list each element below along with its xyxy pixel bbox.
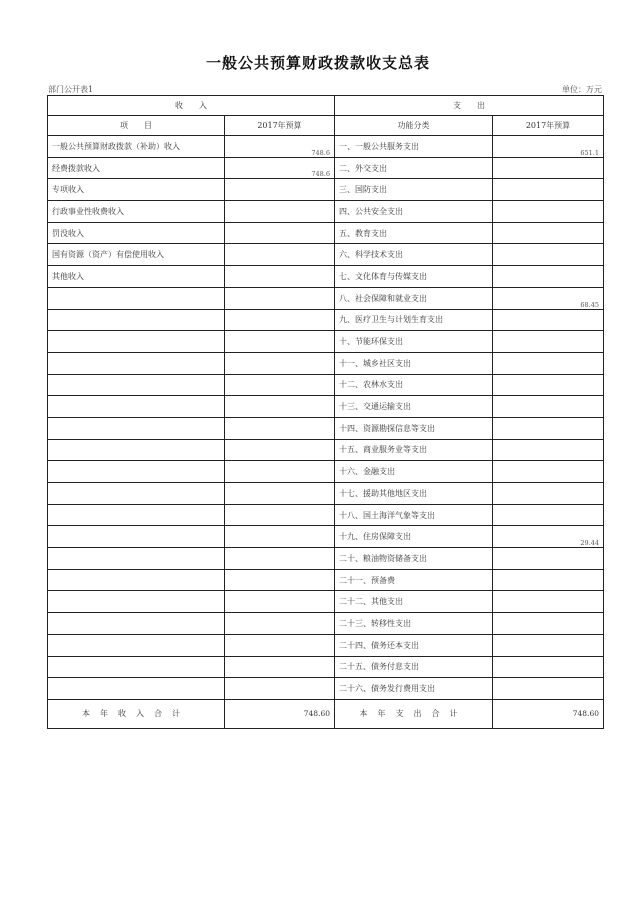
income-amount-cell (225, 548, 335, 570)
table-row (48, 352, 604, 374)
income-amount-cell (225, 374, 335, 396)
income-item-cell: 一般公共预算财政拨款（补助）收入 (48, 136, 225, 158)
expense-amount-cell (493, 266, 604, 288)
expense-item-cell: 十二、农林水支出 (335, 374, 493, 396)
income-amount-cell (225, 309, 335, 331)
table-row (48, 569, 604, 591)
expense-amount-cell (493, 678, 604, 700)
table-row (48, 548, 604, 570)
expense-amount-cell: 651.1 (493, 136, 604, 158)
table-row (48, 591, 604, 613)
table-row (48, 179, 604, 201)
income-item-cell (48, 526, 225, 548)
income-amount-cell (225, 439, 335, 461)
expense-item-cell: 二十五、债务付息支出 (335, 656, 493, 678)
income-item-cell (48, 613, 225, 635)
expense-item-cell: 一、一般公共服务支出 (335, 136, 493, 158)
income-item-cell: 罚没收入 (48, 222, 225, 244)
expense-amount-cell (493, 201, 604, 223)
expense-amount-cell (493, 222, 604, 244)
table-row (48, 656, 604, 678)
expense-amount-cell (493, 634, 604, 656)
income-item-cell (48, 287, 225, 309)
expense-amount-cell (493, 548, 604, 570)
expense-amount-cell (493, 244, 604, 266)
section-header-row (48, 96, 604, 116)
expense-item-cell: 十七、援助其他地区支出 (335, 483, 493, 505)
expense-item-cell: 二十一、预备费 (335, 569, 493, 591)
expense-item-cell: 二十二、其他支出 (335, 591, 493, 613)
column-header-row (48, 116, 604, 136)
expense-item-cell: 十六、金融支出 (335, 461, 493, 483)
income-amount-cell (225, 483, 335, 505)
income-total-amount: 748.60 (225, 699, 335, 728)
income-item-cell (48, 374, 225, 396)
income-amount-cell (225, 201, 335, 223)
unit-label: 单位：万元 (562, 85, 602, 94)
expense-item-cell: 七、文化体育与传媒支出 (335, 266, 493, 288)
income-amount-cell (225, 331, 335, 353)
table-row (48, 222, 604, 244)
table-row (48, 461, 604, 483)
income-amount-cell (225, 244, 335, 266)
table-row (48, 483, 604, 505)
expense-amount-cell (493, 331, 604, 353)
table-row (48, 417, 604, 439)
income-item-cell (48, 591, 225, 613)
item-column-header: 项 目 (48, 116, 225, 136)
expense-item-cell: 二十四、债务还本支出 (335, 634, 493, 656)
income-amount-cell (225, 678, 335, 700)
table-row (48, 526, 604, 548)
table-row (48, 266, 604, 288)
expense-amount-cell (493, 157, 604, 179)
budget-column-header-left: 2017年预算 (225, 116, 335, 136)
table-row (48, 678, 604, 700)
income-amount-cell (225, 569, 335, 591)
expense-item-cell: 十三、交通运输支出 (335, 396, 493, 418)
income-item-cell (48, 634, 225, 656)
expense-amount-cell (493, 396, 604, 418)
income-item-cell: 行政事业性收费收入 (48, 201, 225, 223)
income-amount-cell (225, 222, 335, 244)
table-row (48, 244, 604, 266)
expense-amount-cell (493, 656, 604, 678)
income-amount-cell (225, 352, 335, 374)
expense-item-cell: 十一、城乡社区支出 (335, 352, 493, 374)
income-amount-cell (225, 396, 335, 418)
table-row (48, 201, 604, 223)
income-item-cell (48, 483, 225, 505)
expense-amount-cell (493, 417, 604, 439)
income-amount-cell (225, 461, 335, 483)
expense-item-cell: 十、节能环保支出 (335, 331, 493, 353)
table-row (48, 287, 604, 309)
income-amount-cell (225, 287, 335, 309)
expense-amount-cell (493, 569, 604, 591)
income-item-cell (48, 331, 225, 353)
income-total-label: 本年收入合计 (48, 699, 225, 728)
expense-amount-cell (493, 613, 604, 635)
income-amount-cell (225, 179, 335, 201)
income-amount-cell (225, 526, 335, 548)
category-column-header: 功能分类 (335, 116, 493, 136)
expense-item-cell: 十五、商业服务业等支出 (335, 439, 493, 461)
expense-amount-cell (493, 439, 604, 461)
table-row (48, 439, 604, 461)
income-amount-cell (225, 634, 335, 656)
income-item-cell (48, 396, 225, 418)
expense-amount-cell (493, 461, 604, 483)
income-amount-cell (225, 266, 335, 288)
expense-total-amount: 748.60 (493, 699, 604, 728)
page-title: 一般公共预算财政拨款收支总表 (205, 54, 430, 72)
income-item-cell (48, 504, 225, 526)
income-amount-cell: 748.6 (225, 136, 335, 158)
expense-item-cell: 六、科学技术支出 (335, 244, 493, 266)
budget-summary-table (47, 95, 604, 729)
table-row (48, 634, 604, 656)
expense-amount-cell (493, 483, 604, 505)
expense-item-cell: 九、医疗卫生与计划生育支出 (335, 309, 493, 331)
expense-item-cell: 二十六、债务发行费用支出 (335, 678, 493, 700)
income-amount-cell (225, 504, 335, 526)
expense-item-cell: 五、教育支出 (335, 222, 493, 244)
expense-amount-cell: 68.45 (493, 287, 604, 309)
income-amount-cell (225, 656, 335, 678)
income-amount-cell (225, 417, 335, 439)
expense-section-header: 支 出 (335, 96, 604, 116)
table-row (48, 331, 604, 353)
expense-item-cell: 十四、资源勘探信息等支出 (335, 417, 493, 439)
income-item-cell (48, 309, 225, 331)
totals-row (48, 699, 604, 728)
income-amount-cell (225, 591, 335, 613)
expense-amount-cell (493, 309, 604, 331)
expense-item-cell: 二、外交支出 (335, 157, 493, 179)
table-row (48, 396, 604, 418)
expense-item-cell: 八、社会保障和就业支出 (335, 287, 493, 309)
expense-item-cell: 三、国防支出 (335, 179, 493, 201)
income-amount-cell: 748.6 (225, 157, 335, 179)
income-item-cell (48, 548, 225, 570)
expense-total-label: 本年支出合计 (335, 699, 493, 728)
expense-amount-cell: 29.44 (493, 526, 604, 548)
table-row (48, 504, 604, 526)
income-section-header: 收 入 (48, 96, 335, 116)
expense-item-cell: 四、公共安全支出 (335, 201, 493, 223)
income-item-cell (48, 417, 225, 439)
income-amount-cell (225, 613, 335, 635)
table-row (48, 374, 604, 396)
table-row (48, 157, 604, 179)
income-item-cell: 其他收入 (48, 266, 225, 288)
expense-amount-cell (493, 179, 604, 201)
income-item-cell (48, 656, 225, 678)
table-row (48, 309, 604, 331)
expense-amount-cell (493, 591, 604, 613)
table-row (48, 613, 604, 635)
income-item-cell (48, 352, 225, 374)
income-item-cell: 经费拨款收入 (48, 157, 225, 179)
income-item-cell: 专项收入 (48, 179, 225, 201)
income-item-cell (48, 461, 225, 483)
expense-amount-cell (493, 352, 604, 374)
income-item-cell (48, 439, 225, 461)
expense-item-cell: 二十、粮油物资储备支出 (335, 548, 493, 570)
expense-item-cell: 十八、国土海洋气象等支出 (335, 504, 493, 526)
expense-item-cell: 二十三、转移性支出 (335, 613, 493, 635)
expense-amount-cell (493, 374, 604, 396)
expense-item-cell: 十九、住房保障支出 (335, 526, 493, 548)
income-item-cell (48, 569, 225, 591)
income-item-cell: 国有资源（资产）有偿使用收入 (48, 244, 225, 266)
expense-amount-cell (493, 504, 604, 526)
income-item-cell (48, 678, 225, 700)
budget-column-header-right: 2017年预算 (493, 116, 604, 136)
form-number: 部门公开表1 (48, 85, 94, 94)
table-row (48, 136, 604, 158)
